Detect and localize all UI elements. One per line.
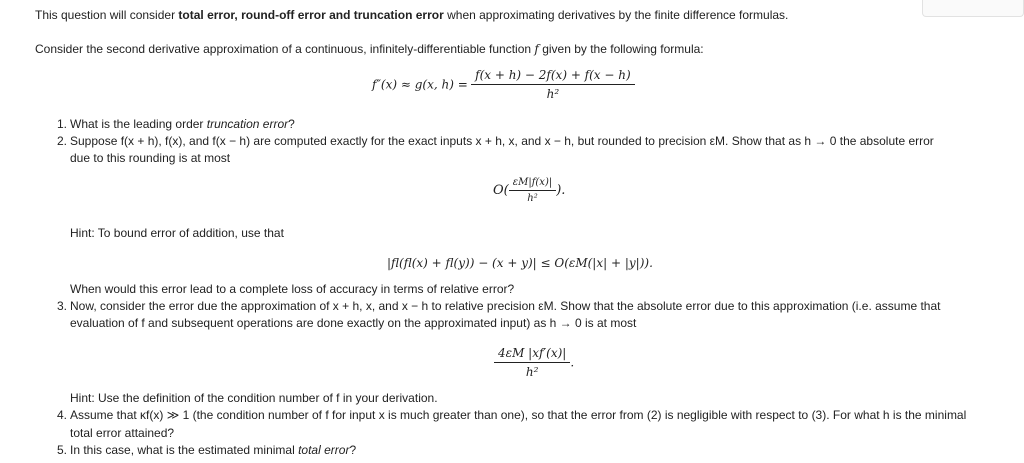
bound-3-denominator: h² [525, 365, 539, 379]
item-5-end: ? [349, 443, 357, 457]
item-4-line2: total error attained? [70, 426, 175, 440]
item-5-italic: total error [298, 443, 350, 457]
hint-2: Hint: Use the definition of the condition number of f in your derivation. [70, 391, 438, 405]
item-4-line1: Assume that κf(x) ≫ 1 (the condition number of f for input x is much greater than one), so that the error from (2) is negligible with respect to (3). For what h is the minimal [70, 408, 967, 422]
item-number: 5. [57, 443, 68, 457]
bound-2-formula [493, 177, 565, 204]
item-number: 3. [57, 299, 68, 313]
item-2-line2: due to this rounding is at most [70, 151, 231, 165]
item-number: 2. [57, 134, 68, 148]
intro-paragraph [35, 8, 788, 22]
bound-2-fraction [509, 177, 557, 204]
bound-3-suffix: . [570, 355, 575, 370]
item-number: 4. [57, 408, 68, 422]
hint-1-formula: |fl(fl(x) + fl(y)) − (x + y)| ≤ O(εM(|x| + |y|)). [387, 256, 653, 270]
item-1-text: What is the leading order [70, 117, 207, 131]
item-1-end: ? [288, 117, 295, 131]
item-5-text: In this case, what is the estimated minimal [70, 443, 299, 457]
hint-1: Hint: To bound error of addition, use that [70, 226, 284, 240]
item-2-line1: Suppose f(x + h), f(x), and f(x − h) are computed exactly for the exact inputs x + h, x, and x − h, but rounded to precision εM. Show that as h → 0 the absolute error [70, 134, 934, 148]
item-number: 1. [57, 117, 68, 131]
bound-3-formula [494, 346, 574, 379]
intro-text-end: when approximating derivatives by the finite difference formulas. [443, 8, 789, 22]
item-3-line1: Now, consider the error due the approximation of x + h, x, and x − h to relative precision εM. Show that the absolute error due to this approximation (i.e. assume that [70, 299, 941, 313]
consider-paragraph [35, 42, 704, 56]
consider-tail: given by the following formula: [538, 42, 704, 56]
top-right-button[interactable] [922, 0, 1024, 17]
formula-fraction [471, 68, 635, 101]
bound-3-numerator: 4εM |xf′(x)| [494, 346, 570, 363]
main-formula [372, 68, 635, 101]
bound-3-fraction [494, 346, 570, 379]
consider-func: f [534, 42, 539, 56]
formula-denominator: h² [546, 87, 560, 101]
bound-2-prefix: O( [493, 183, 509, 198]
intro-text: This question will consider [35, 8, 179, 22]
item-1-italic: truncation error [206, 117, 289, 131]
consider-text: Consider the second derivative approximation of a continuous, infinitely-differentiable function [35, 42, 535, 56]
formula-numerator: f(x + h) − 2f(x) + f(x − h) [471, 68, 635, 85]
bound-2-numerator: εM|f(x)| [509, 177, 557, 191]
item-3-line2: evaluation of f and subsequent operations are done exactly on the approximated input) as h → 0 is at most [70, 316, 637, 330]
intro-bold: total error, round-off error and truncation error [178, 8, 444, 22]
bound-2-denominator: h² [527, 193, 538, 204]
formula-lhs: f″(x) ≈ g(x, h) = [372, 77, 468, 92]
bound-2-suffix: ). [556, 183, 566, 198]
loss-question: When would this error lead to a complete loss of accuracy in terms of relative error? [70, 282, 515, 296]
